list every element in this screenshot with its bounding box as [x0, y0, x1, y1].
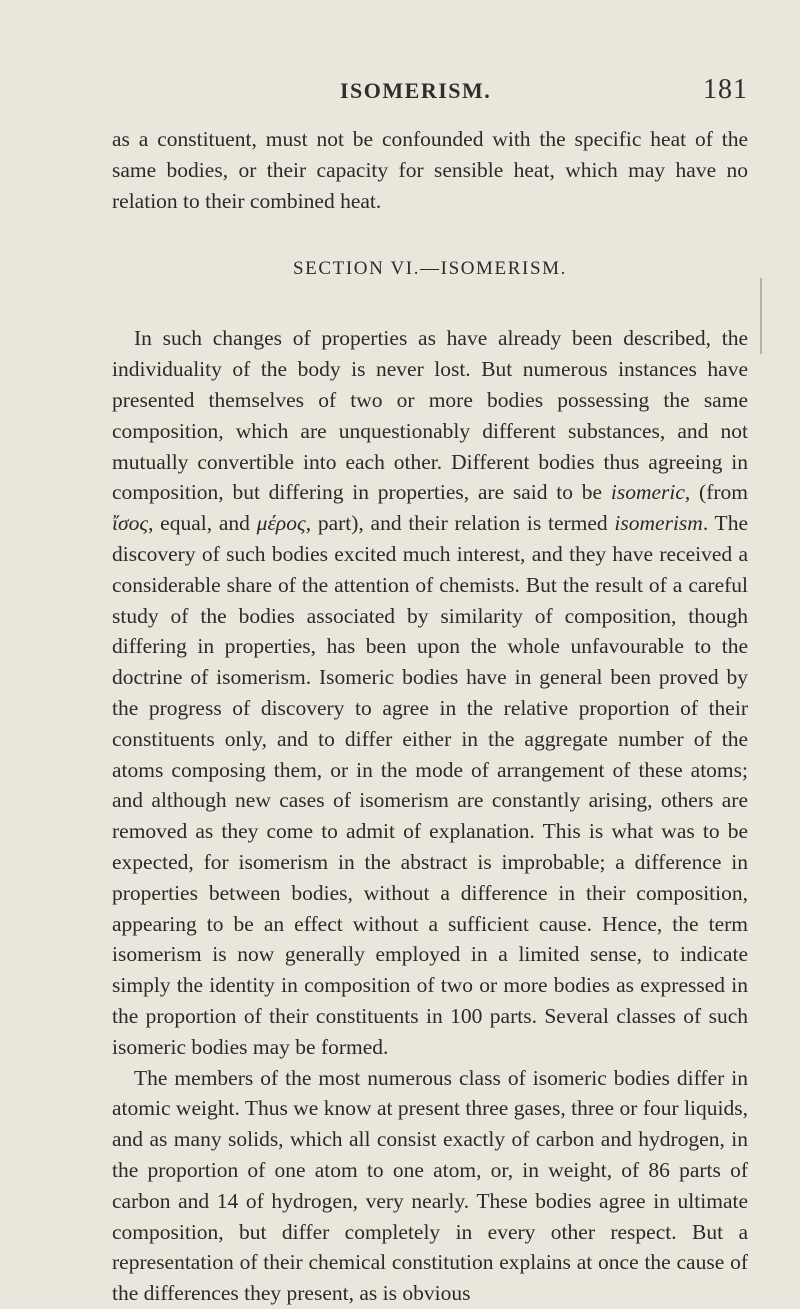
margin-mark	[760, 278, 762, 354]
text-segment: In such changes of properties as have already been described, the individuality of the body is never lost. But numerous instances have presented themselves of two or more bodies possessing the same composition, which are unquestionably different substances, and not mutually convertible into each other. Different bodies thus agreeing in composition, but differing in properties, are said to be	[112, 326, 748, 505]
text-segment: , equal, and	[148, 511, 257, 536]
text-segment: , (from	[684, 480, 749, 505]
paragraph-atomic-weight: The members of the most numerous class of isomeric bodies differ in atomic weight. Thus we know at present three gases, three or four liquids, and as many solids, which all consist exactly of carbon and hydrogen, in the proportion of one atom to one atom, or, in weight, of 86 parts of carbon and 14 of hydrogen, very nearly. These bodies agree in ultimate composition, but differ completely in every other respect. But a representation of their chemical constitution explains at once the cause of the differences they present, as is obvious	[112, 1065, 748, 1306]
body-text	[112, 124, 748, 1309]
term-isomerism: isomerism	[614, 511, 703, 536]
greek-word-isos: ἴσος	[112, 511, 149, 536]
running-title: ISOMERISM.	[340, 78, 492, 103]
greek-word-meros: μέρος	[256, 511, 306, 536]
text-segment: , part), and their relation is termed	[305, 511, 615, 536]
continuation-paragraph: as a constituent, must not be confounded with the specific heat of the same bodies, or their capacity for sensible heat, which may have no relation to their combined heat.	[112, 127, 748, 213]
term-isomeric: isomeric	[610, 480, 685, 505]
paragraph-isomerism-definition	[112, 323, 748, 1062]
page-header	[112, 76, 752, 116]
section-heading: SECTION VI.—ISOMERISM.	[293, 258, 567, 280]
text-segment: . The discovery of such bodies excited much interest, and they have received a considerable share of the attention of chemists. But the result of a careful study of the bodies associated by similarity of composition, though differing in properties, has been upon the whole unfavourable to the doctrine of isomerism. Isomeric bodies have in general been proved by the progress of discovery to agree in the relative proportion of their constituents only, and to differ either in the aggregate number of the atoms composing them, or in the mode of arrangement of these atoms; and although new cases of isomerism are constantly arising, others are removed as they come to admit of explanation. This is what was to be expected, for isomerism in the abstract is improbable; a difference in properties between bodies, without a difference in their composition, appearing to be an effect without a sufficient cause. Hence, the term isomerism is now generally employed in a limited sense, to indicate simply the identity in composition of two or more bodies as expressed in the proportion of their constituents in 100 parts. Several classes of such isomeric bodies may be formed.	[112, 511, 748, 1059]
page-number: 181	[703, 74, 748, 105]
